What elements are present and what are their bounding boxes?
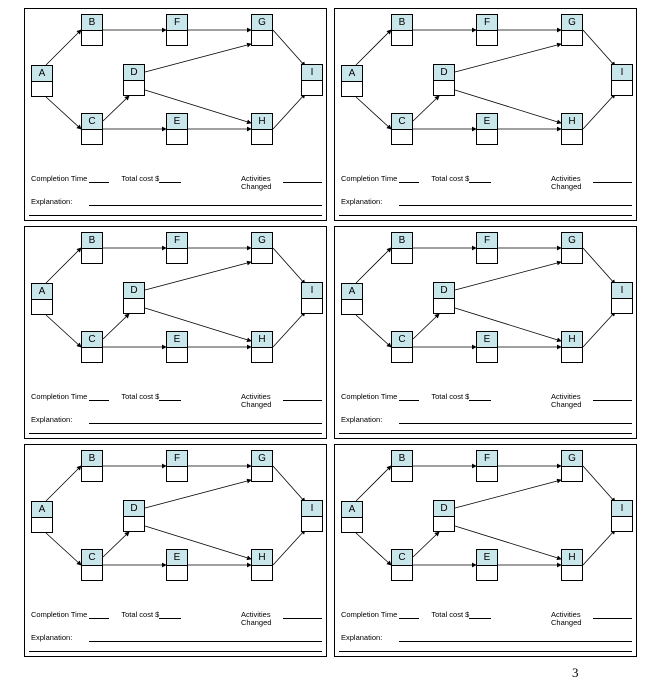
arrow-d-h bbox=[145, 526, 251, 559]
activity-label: D bbox=[434, 501, 454, 517]
activity-label: C bbox=[392, 332, 412, 348]
activity-label: I bbox=[612, 65, 632, 81]
completion-time-label: Completion Time bbox=[31, 610, 88, 619]
activity-node-e bbox=[166, 331, 188, 363]
activities-changed-blank[interactable] bbox=[593, 182, 632, 183]
activities-line2: Changed bbox=[551, 399, 582, 409]
completion-time-blank[interactable] bbox=[399, 611, 419, 619]
completion-time-blank[interactable] bbox=[89, 611, 109, 619]
arrow-a-c bbox=[356, 315, 391, 347]
activity-label: D bbox=[124, 501, 144, 517]
explanation-line-2[interactable] bbox=[29, 215, 322, 216]
explanation-line-1[interactable] bbox=[89, 641, 322, 642]
activities-line2: Changed bbox=[551, 617, 582, 627]
arrow-a-b bbox=[356, 466, 391, 501]
activity-label: I bbox=[302, 501, 322, 517]
activity-node-h bbox=[561, 331, 583, 363]
activity-node-b bbox=[81, 450, 103, 482]
completion-time-label: Completion Time bbox=[341, 174, 398, 183]
activity-node-i bbox=[301, 64, 323, 96]
arrow-c-d bbox=[103, 96, 129, 121]
total-cost-label: Total cost bbox=[431, 610, 464, 619]
activity-label: H bbox=[252, 550, 272, 566]
arrow-g-i bbox=[583, 248, 615, 284]
activity-label: E bbox=[477, 332, 497, 348]
activity-node-i bbox=[301, 282, 323, 314]
activities-changed-blank[interactable] bbox=[283, 618, 322, 619]
completion-form bbox=[341, 393, 491, 401]
explanation-label: Explanation: bbox=[31, 197, 73, 206]
activity-node-e bbox=[476, 113, 498, 145]
explanation-line-1[interactable] bbox=[89, 205, 322, 206]
activity-node-f bbox=[476, 14, 498, 46]
explanation-label: Explanation: bbox=[341, 415, 383, 424]
arrow-d-h bbox=[145, 308, 251, 341]
activity-label: B bbox=[392, 15, 412, 31]
activity-label: I bbox=[612, 283, 632, 299]
arrow-a-b bbox=[356, 248, 391, 283]
activity-label: A bbox=[342, 502, 362, 518]
arrow-d-h bbox=[455, 308, 561, 341]
arrow-a-c bbox=[356, 533, 391, 565]
activities-changed-blank[interactable] bbox=[283, 182, 322, 183]
activity-label: E bbox=[477, 114, 497, 130]
activity-node-c bbox=[391, 113, 413, 145]
completion-time-label: Completion Time bbox=[31, 174, 88, 183]
total-cost-label: Total cost bbox=[431, 392, 464, 401]
activity-node-g bbox=[561, 450, 583, 482]
explanation-line-2[interactable] bbox=[339, 433, 632, 434]
arrow-a-b bbox=[46, 466, 81, 501]
activity-node-b bbox=[391, 450, 413, 482]
arrow-d-h bbox=[145, 90, 251, 123]
activity-label: H bbox=[252, 332, 272, 348]
completion-form bbox=[341, 611, 491, 619]
arrow-h-i bbox=[273, 530, 305, 565]
activity-label: E bbox=[477, 550, 497, 566]
activity-node-i bbox=[611, 282, 633, 314]
activity-node-h bbox=[561, 113, 583, 145]
total-cost-blank[interactable] bbox=[159, 611, 181, 619]
activities-line2: Changed bbox=[241, 181, 272, 191]
activity-label: A bbox=[342, 66, 362, 82]
activity-label: H bbox=[252, 114, 272, 130]
completion-time-blank[interactable] bbox=[89, 393, 109, 401]
activity-label: A bbox=[32, 284, 52, 300]
arrow-a-b bbox=[356, 30, 391, 65]
currency-symbol: $ bbox=[155, 174, 160, 183]
arrow-a-b bbox=[46, 30, 81, 65]
activity-node-b bbox=[81, 232, 103, 264]
activity-label: E bbox=[167, 332, 187, 348]
currency-symbol: $ bbox=[465, 174, 470, 183]
activities-changed-label bbox=[241, 611, 271, 626]
activity-node-i bbox=[611, 64, 633, 96]
completion-form bbox=[31, 393, 181, 401]
currency-symbol: $ bbox=[155, 610, 160, 619]
arrow-c-d bbox=[413, 532, 439, 557]
arrow-d-g bbox=[145, 44, 251, 72]
activity-node-f bbox=[166, 232, 188, 264]
explanation-line-2[interactable] bbox=[29, 651, 322, 652]
arrow-d-g bbox=[455, 480, 561, 508]
activity-node-a bbox=[31, 501, 53, 533]
activity-label: C bbox=[82, 114, 102, 130]
arrow-h-i bbox=[583, 530, 615, 565]
completion-time-blank[interactable] bbox=[399, 175, 419, 183]
activity-label: G bbox=[252, 451, 272, 467]
activity-label: G bbox=[562, 451, 582, 467]
activity-node-g bbox=[251, 450, 273, 482]
explanation-line-2[interactable] bbox=[29, 433, 322, 434]
completion-form bbox=[341, 175, 491, 183]
activity-node-b bbox=[391, 14, 413, 46]
network-panel-6 bbox=[334, 444, 637, 657]
network-panel-1 bbox=[24, 8, 327, 221]
activities-changed-blank[interactable] bbox=[593, 618, 632, 619]
activity-node-d bbox=[123, 282, 145, 314]
activity-node-d bbox=[123, 64, 145, 96]
network-panel-4 bbox=[334, 226, 637, 439]
total-cost-blank[interactable] bbox=[469, 611, 491, 619]
explanation-line-2[interactable] bbox=[339, 215, 632, 216]
activity-label: B bbox=[82, 451, 102, 467]
activity-node-i bbox=[611, 500, 633, 532]
activity-label: I bbox=[302, 65, 322, 81]
explanation-label: Explanation: bbox=[31, 415, 73, 424]
activity-label: D bbox=[434, 65, 454, 81]
activity-node-f bbox=[476, 450, 498, 482]
completion-time-label: Completion Time bbox=[31, 392, 88, 401]
network-panel-3 bbox=[24, 226, 327, 439]
activities-changed-blank[interactable] bbox=[283, 400, 322, 401]
activity-label: D bbox=[124, 65, 144, 81]
completion-time-label: Completion Time bbox=[341, 392, 398, 401]
activity-label: A bbox=[342, 284, 362, 300]
arrow-a-c bbox=[46, 315, 81, 347]
activities-changed-label bbox=[241, 175, 271, 190]
activity-label: D bbox=[434, 283, 454, 299]
activity-label: E bbox=[167, 550, 187, 566]
activity-node-b bbox=[391, 232, 413, 264]
activity-label: G bbox=[252, 15, 272, 31]
network-panel-5 bbox=[24, 444, 327, 657]
activities-changed-blank[interactable] bbox=[593, 400, 632, 401]
currency-symbol: $ bbox=[465, 392, 470, 401]
activity-label: H bbox=[562, 332, 582, 348]
arrow-g-i bbox=[583, 466, 615, 502]
arrow-h-i bbox=[583, 312, 615, 347]
activity-node-c bbox=[391, 331, 413, 363]
arrow-g-i bbox=[273, 248, 305, 284]
activity-node-a bbox=[341, 283, 363, 315]
activity-node-i bbox=[301, 500, 323, 532]
activities-line2: Changed bbox=[241, 617, 272, 627]
activities-changed-label bbox=[241, 393, 271, 408]
activity-node-a bbox=[341, 501, 363, 533]
arrow-d-g bbox=[145, 262, 251, 290]
arrow-c-d bbox=[413, 314, 439, 339]
explanation-line-1[interactable] bbox=[399, 641, 632, 642]
arrow-a-b bbox=[46, 248, 81, 283]
activity-label: G bbox=[252, 233, 272, 249]
activity-label: H bbox=[562, 114, 582, 130]
explanation-line-1[interactable] bbox=[399, 423, 632, 424]
explanation-label: Explanation: bbox=[31, 633, 73, 642]
activity-node-d bbox=[433, 64, 455, 96]
explanation-line-1[interactable] bbox=[399, 205, 632, 206]
activity-node-b bbox=[81, 14, 103, 46]
activity-node-f bbox=[166, 14, 188, 46]
explanation-line-1[interactable] bbox=[89, 423, 322, 424]
arrow-d-g bbox=[455, 262, 561, 290]
activities-changed-label bbox=[551, 611, 581, 626]
arrow-d-h bbox=[455, 90, 561, 123]
activity-node-a bbox=[31, 65, 53, 97]
activity-label: B bbox=[392, 233, 412, 249]
activity-label: A bbox=[32, 66, 52, 82]
total-cost-label: Total cost bbox=[121, 174, 154, 183]
activity-node-h bbox=[251, 113, 273, 145]
activity-label: F bbox=[167, 233, 187, 249]
explanation-label: Explanation: bbox=[341, 197, 383, 206]
arrow-h-i bbox=[273, 312, 305, 347]
activity-node-d bbox=[433, 282, 455, 314]
completion-time-label: Completion Time bbox=[341, 610, 398, 619]
activity-node-e bbox=[166, 113, 188, 145]
activity-node-g bbox=[251, 14, 273, 46]
activity-label: E bbox=[167, 114, 187, 130]
arrow-a-c bbox=[46, 533, 81, 565]
currency-symbol: $ bbox=[465, 610, 470, 619]
activity-node-a bbox=[31, 283, 53, 315]
activity-label: G bbox=[562, 15, 582, 31]
arrow-d-g bbox=[145, 480, 251, 508]
activities-line2: Changed bbox=[551, 181, 582, 191]
activity-label: G bbox=[562, 233, 582, 249]
arrow-h-i bbox=[583, 94, 615, 129]
activities-line1: Activities bbox=[551, 392, 581, 401]
activity-label: D bbox=[124, 283, 144, 299]
total-cost-blank[interactable] bbox=[159, 393, 181, 401]
arrow-g-i bbox=[273, 30, 305, 66]
completion-time-blank[interactable] bbox=[399, 393, 419, 401]
activity-node-e bbox=[476, 331, 498, 363]
arrow-a-c bbox=[356, 97, 391, 129]
activities-line1: Activities bbox=[241, 392, 271, 401]
total-cost-label: Total cost bbox=[431, 174, 464, 183]
total-cost-blank[interactable] bbox=[159, 175, 181, 183]
activity-node-c bbox=[391, 549, 413, 581]
network-panel-2 bbox=[334, 8, 637, 221]
total-cost-blank[interactable] bbox=[469, 393, 491, 401]
arrow-c-d bbox=[103, 314, 129, 339]
activity-node-h bbox=[561, 549, 583, 581]
page-number: 3 bbox=[572, 665, 579, 680]
arrow-d-g bbox=[455, 44, 561, 72]
activity-node-d bbox=[433, 500, 455, 532]
activity-label: F bbox=[477, 15, 497, 31]
activity-label: F bbox=[477, 233, 497, 249]
total-cost-blank[interactable] bbox=[469, 175, 491, 183]
activity-node-h bbox=[251, 331, 273, 363]
activity-node-d bbox=[123, 500, 145, 532]
arrow-c-d bbox=[103, 532, 129, 557]
activity-label: B bbox=[82, 15, 102, 31]
activities-line1: Activities bbox=[241, 610, 271, 619]
activity-label: I bbox=[612, 501, 632, 517]
explanation-label: Explanation: bbox=[341, 633, 383, 642]
activity-node-a bbox=[341, 65, 363, 97]
currency-symbol: $ bbox=[155, 392, 160, 401]
activity-node-h bbox=[251, 549, 273, 581]
activities-changed-label bbox=[551, 393, 581, 408]
activity-node-g bbox=[251, 232, 273, 264]
activity-label: B bbox=[392, 451, 412, 467]
activity-node-e bbox=[166, 549, 188, 581]
total-cost-label: Total cost bbox=[121, 392, 154, 401]
activity-node-c bbox=[81, 549, 103, 581]
explanation-line-2[interactable] bbox=[339, 651, 632, 652]
completion-time-blank[interactable] bbox=[89, 175, 109, 183]
activity-label: F bbox=[167, 15, 187, 31]
activity-label: I bbox=[302, 283, 322, 299]
total-cost-label: Total cost bbox=[121, 610, 154, 619]
activity-node-g bbox=[561, 14, 583, 46]
activities-line1: Activities bbox=[551, 174, 581, 183]
activity-node-c bbox=[81, 331, 103, 363]
arrow-h-i bbox=[273, 94, 305, 129]
activity-node-c bbox=[81, 113, 103, 145]
arrow-g-i bbox=[273, 466, 305, 502]
activity-node-g bbox=[561, 232, 583, 264]
completion-form bbox=[31, 175, 181, 183]
arrow-c-d bbox=[413, 96, 439, 121]
activity-label: C bbox=[82, 550, 102, 566]
activities-changed-label bbox=[551, 175, 581, 190]
arrow-a-c bbox=[46, 97, 81, 129]
activities-line1: Activities bbox=[551, 610, 581, 619]
activity-label: B bbox=[82, 233, 102, 249]
arrow-d-h bbox=[455, 526, 561, 559]
activity-label: C bbox=[392, 550, 412, 566]
activity-node-e bbox=[476, 549, 498, 581]
activity-label: H bbox=[562, 550, 582, 566]
activity-label: F bbox=[167, 451, 187, 467]
activities-line2: Changed bbox=[241, 399, 272, 409]
activity-label: F bbox=[477, 451, 497, 467]
completion-form bbox=[31, 611, 181, 619]
activity-label: C bbox=[82, 332, 102, 348]
activity-node-f bbox=[476, 232, 498, 264]
arrow-g-i bbox=[583, 30, 615, 66]
activity-label: C bbox=[392, 114, 412, 130]
activity-node-f bbox=[166, 450, 188, 482]
activity-label: A bbox=[32, 502, 52, 518]
activities-line1: Activities bbox=[241, 174, 271, 183]
